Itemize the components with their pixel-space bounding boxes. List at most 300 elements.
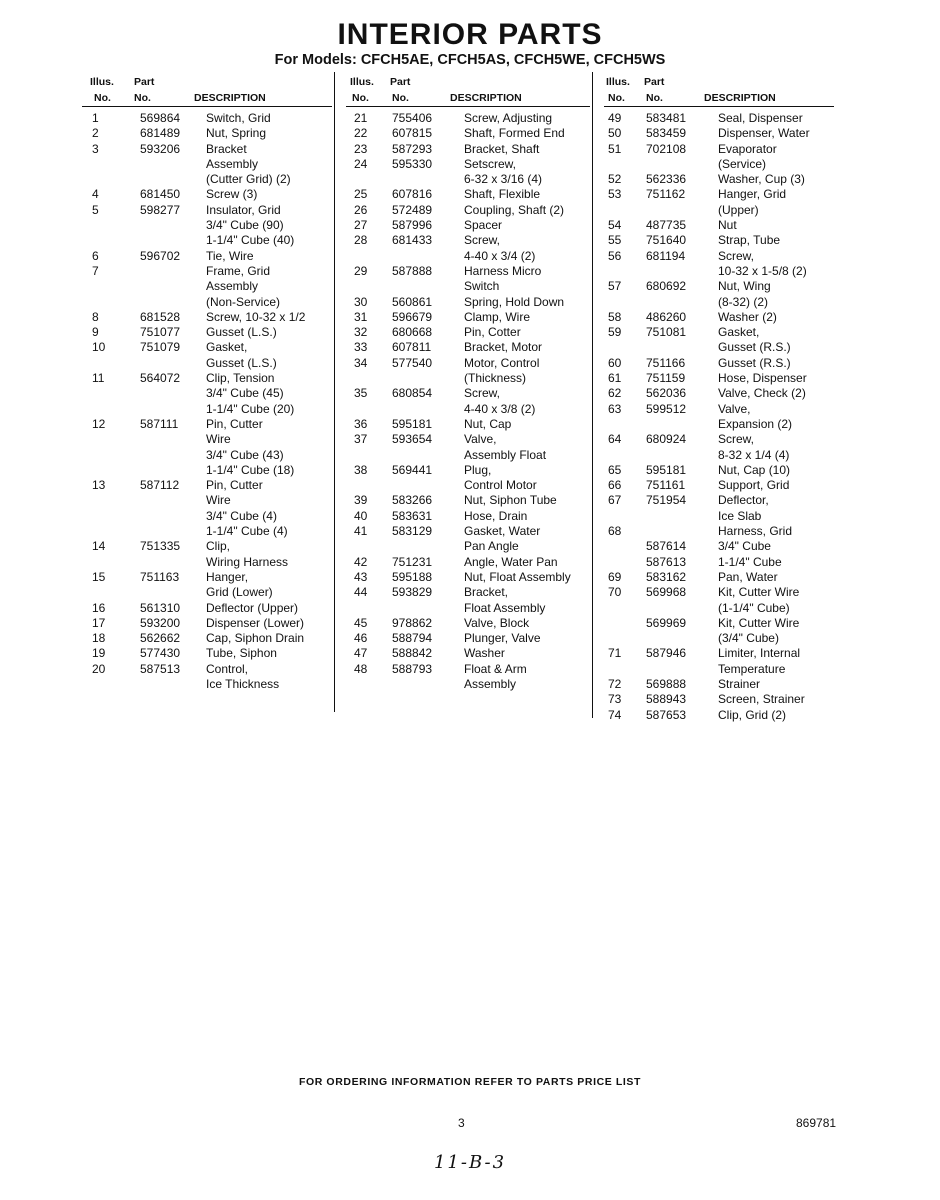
part-row — [604, 570, 834, 585]
illus-no: 5 — [92, 202, 99, 217]
part-row — [346, 142, 590, 157]
part-row — [346, 295, 590, 310]
part-no: 569864 — [140, 111, 181, 125]
part-no: 587613 — [646, 554, 687, 569]
part-row — [604, 356, 834, 371]
description: Valve, Check (2) — [718, 386, 806, 401]
column-header — [346, 72, 590, 107]
illus-no: 53 — [608, 187, 622, 202]
part-row — [604, 432, 834, 447]
part-row — [82, 356, 332, 371]
part-row — [82, 524, 332, 539]
description: Gusset (R.S.) — [718, 355, 791, 370]
part-no: 583129 — [392, 524, 433, 539]
description: Pin, Cutter — [206, 478, 263, 493]
description: Hose, Drain — [464, 508, 528, 523]
description: Float Assembly — [464, 600, 546, 615]
part-no: 587513 — [140, 661, 181, 676]
description: Shaft, Flexible — [464, 187, 541, 202]
illus-no: 14 — [92, 539, 106, 554]
illus-no: 20 — [92, 661, 106, 676]
illus-no: 48 — [354, 661, 368, 676]
illus-no: 10 — [92, 340, 106, 355]
parts-column-1 — [82, 72, 332, 692]
part-row — [604, 509, 834, 524]
part-no: 587293 — [392, 141, 433, 156]
description: (Non-Service) — [206, 294, 281, 309]
part-row — [604, 157, 834, 172]
part-no: 751159 — [646, 371, 686, 386]
description: Valve, — [464, 432, 497, 447]
column-divider — [334, 72, 335, 712]
part-no: 681450 — [140, 187, 181, 202]
part-no: 595181 — [646, 462, 687, 477]
part-no: 588842 — [392, 646, 433, 661]
part-no: 583631 — [392, 508, 433, 523]
part-no: 587614 — [646, 539, 687, 554]
illus-no: 44 — [354, 585, 368, 600]
part-no: 587112 — [140, 478, 180, 493]
illus-no: 24 — [354, 156, 368, 171]
part-row — [604, 463, 834, 478]
illus-no: 37 — [354, 432, 368, 447]
part-no: 751162 — [646, 187, 686, 202]
description: Gasket, Water — [464, 524, 541, 539]
part-header: Part — [134, 76, 155, 88]
description: 1-1/4" Cube (40) — [206, 233, 295, 248]
part-no: 598277 — [140, 202, 181, 217]
part-no: 702108 — [646, 141, 687, 156]
part-row — [82, 402, 332, 417]
description: (8-32) (2) — [718, 294, 769, 309]
part-row — [604, 631, 834, 646]
illus-no: 26 — [354, 202, 368, 217]
illus-no: 6 — [92, 248, 99, 263]
description: 4-40 x 3/8 (2) — [464, 401, 536, 416]
description: Washer, Cup (3) — [718, 172, 805, 187]
part-no-header: No. — [392, 92, 409, 104]
illus-no: 32 — [354, 325, 368, 340]
part-no: 593654 — [392, 432, 433, 447]
illus-no: 42 — [354, 554, 368, 569]
parts-rows — [604, 107, 834, 723]
description: Gusset (L.S.) — [206, 355, 277, 370]
description: Screw (3) — [206, 187, 258, 202]
part-no: 681433 — [392, 233, 433, 248]
description: Wiring Harness — [206, 554, 289, 569]
part-row — [82, 570, 332, 585]
illus-no: 13 — [92, 478, 106, 493]
part-row — [82, 386, 332, 401]
part-no: 583266 — [392, 493, 433, 508]
description: Nut — [718, 218, 737, 233]
part-no: 978862 — [392, 615, 433, 630]
illus-no: 12 — [92, 416, 106, 431]
part-no-header: No. — [134, 92, 151, 104]
description: Ice Slab — [718, 508, 762, 523]
description: 3/4" Cube — [718, 539, 771, 554]
description: Clamp, Wire — [464, 309, 531, 324]
illus-no: 29 — [354, 263, 368, 278]
part-row — [604, 126, 834, 141]
models-subtitle: For Models: CFCH5AE, CFCH5AS, CFCH5WE, CFCH5WS — [274, 52, 666, 68]
part-row — [82, 677, 332, 692]
part-no: 680692 — [646, 279, 687, 294]
part-row — [346, 524, 590, 539]
description: Frame, Grid — [206, 263, 271, 278]
illus-no: 56 — [608, 248, 622, 263]
parts-rows — [82, 107, 332, 692]
part-row — [346, 432, 590, 447]
illus-no: 16 — [92, 600, 106, 615]
illus-no-header: No. — [608, 92, 625, 104]
part-row — [346, 172, 590, 187]
part-no: 560861 — [392, 294, 433, 309]
illus-no: 30 — [354, 294, 368, 309]
part-row — [604, 539, 834, 554]
part-row — [82, 555, 332, 570]
part-row — [604, 203, 834, 218]
description: 3/4" Cube (43) — [206, 447, 284, 462]
description: Bracket, — [464, 585, 509, 600]
part-no: 569969 — [646, 615, 687, 630]
part-row — [346, 111, 590, 126]
illus-no: 11 — [92, 371, 105, 386]
part-row — [604, 417, 834, 432]
description: Washer (2) — [718, 309, 777, 324]
illus-no: 25 — [354, 187, 368, 202]
part-row — [346, 157, 590, 172]
illus-no: 1 — [92, 111, 99, 125]
description: 6-32 x 3/16 (4) — [464, 172, 543, 187]
part-no: 588794 — [392, 631, 433, 646]
part-row — [346, 203, 590, 218]
illus-no: 54 — [608, 218, 622, 233]
part-no: 751954 — [646, 493, 687, 508]
part-row — [604, 249, 834, 264]
description: Strainer — [718, 676, 761, 691]
part-row — [82, 432, 332, 447]
part-no: 680924 — [646, 432, 687, 447]
document-number: 869781 — [796, 1116, 837, 1130]
description: Plug, — [464, 462, 492, 477]
illus-no: 73 — [608, 692, 622, 707]
description: Setscrew, — [464, 156, 517, 171]
part-row — [82, 172, 332, 187]
part-row — [604, 601, 834, 616]
description: Insulator, Grid — [206, 202, 281, 217]
part-no: 583162 — [646, 569, 687, 584]
description: Screen, Strainer — [718, 692, 805, 707]
part-no: 751081 — [646, 325, 687, 340]
illus-no-header: No. — [352, 92, 369, 104]
part-row — [82, 126, 332, 141]
part-row — [604, 402, 834, 417]
part-row — [346, 677, 590, 692]
illus-no: 69 — [608, 569, 622, 584]
description: Clip, — [206, 539, 231, 554]
part-no: 751077 — [140, 325, 181, 340]
part-row — [346, 356, 590, 371]
part-row — [346, 570, 590, 585]
part-row — [346, 187, 590, 202]
part-no: 681194 — [646, 248, 686, 263]
description: Spring, Hold Down — [464, 294, 565, 309]
part-row — [604, 218, 834, 233]
illus-no: 27 — [354, 218, 368, 233]
part-row — [604, 448, 834, 463]
description: Bracket, Motor — [464, 340, 543, 355]
part-row — [346, 249, 590, 264]
description: 1-1/4" Cube (4) — [206, 524, 288, 539]
description: Spacer — [464, 218, 503, 233]
illus-no: 64 — [608, 432, 622, 447]
description: 8-32 x 1/4 (4) — [718, 447, 790, 462]
description: Motor, Control — [464, 355, 540, 370]
description: Bracket — [206, 141, 247, 156]
illus-no: 65 — [608, 462, 622, 477]
part-no-header: No. — [646, 92, 663, 104]
part-no: 593206 — [140, 141, 181, 156]
description: Nut, Spring — [206, 126, 267, 141]
part-row — [82, 463, 332, 478]
part-row — [82, 325, 332, 340]
description: Screw, Adjusting — [464, 111, 553, 125]
part-no: 587888 — [392, 263, 433, 278]
part-row — [346, 371, 590, 386]
part-no: 593829 — [392, 585, 433, 600]
illus-no: 62 — [608, 386, 622, 401]
part-row — [346, 126, 590, 141]
part-no: 587996 — [392, 218, 433, 233]
description: Temperature — [718, 661, 786, 676]
part-no: 681528 — [140, 309, 181, 324]
description: Nut, Float Assembly — [464, 569, 571, 584]
part-row — [82, 601, 332, 616]
illus-no: 31 — [354, 309, 368, 324]
description: Washer — [464, 646, 505, 661]
description: 3/4" Cube (4) — [206, 508, 277, 523]
part-header: Part — [644, 76, 665, 88]
illus-header: Illus. — [350, 76, 374, 88]
description: Wire — [206, 493, 231, 508]
description: Switch — [464, 279, 500, 294]
illus-no: 46 — [354, 631, 368, 646]
illus-no: 49 — [608, 111, 622, 125]
description: Gusset (L.S.) — [206, 325, 277, 340]
description: Screw, — [464, 386, 501, 401]
description: Limiter, Internal — [718, 646, 801, 661]
description: Pin, Cutter — [206, 416, 263, 431]
column-header — [82, 72, 332, 107]
part-row — [604, 264, 834, 279]
description: Screw, — [718, 432, 755, 447]
part-no: 595181 — [392, 416, 433, 431]
part-row — [346, 386, 590, 401]
description: Support, Grid — [718, 478, 790, 493]
part-row — [82, 157, 332, 172]
part-row — [604, 616, 834, 631]
illus-no: 3 — [92, 141, 99, 156]
parts-column-3 — [604, 72, 834, 723]
description: 3/4" Cube (45) — [206, 386, 284, 401]
part-row — [604, 662, 834, 677]
part-row — [604, 478, 834, 493]
description: Shaft, Formed End — [464, 126, 565, 141]
part-row — [604, 646, 834, 661]
illus-no: 15 — [92, 569, 106, 584]
part-row — [346, 463, 590, 478]
part-no: 562036 — [646, 386, 687, 401]
part-no: 487735 — [646, 218, 687, 233]
description: Gasket, — [206, 340, 248, 355]
part-no: 587946 — [646, 646, 687, 661]
part-no: 562336 — [646, 172, 687, 187]
illus-no: 23 — [354, 141, 368, 156]
description: 4-40 x 3/4 (2) — [464, 248, 536, 263]
part-row — [82, 448, 332, 463]
part-no: 588943 — [646, 692, 687, 707]
ordering-info-note: FOR ORDERING INFORMATION REFER TO PARTS PRICE LIST — [298, 1076, 642, 1088]
description: Assembly — [206, 156, 259, 171]
part-row — [604, 585, 834, 600]
part-no: 583459 — [646, 126, 687, 141]
part-no: 607816 — [392, 187, 433, 202]
description: Valve, — [718, 401, 751, 416]
illus-no: 19 — [92, 646, 106, 661]
illus-no: 22 — [354, 126, 368, 141]
part-no: 588793 — [392, 661, 433, 676]
part-row — [604, 493, 834, 508]
description: Coupling, Shaft (2) — [464, 202, 565, 217]
description: Nut, Cap (10) — [718, 462, 791, 477]
illus-no: 7 — [92, 263, 99, 278]
part-no: 599512 — [646, 401, 687, 416]
description: Pan Angle — [464, 539, 519, 554]
part-row — [604, 279, 834, 294]
part-row — [82, 539, 332, 554]
description: (Upper) — [718, 202, 759, 217]
description: Float & Arm — [464, 661, 527, 676]
illus-no: 39 — [354, 493, 368, 508]
part-row — [346, 340, 590, 355]
description: (3/4" Cube) — [718, 631, 779, 646]
part-row — [82, 264, 332, 279]
illus-no: 67 — [608, 493, 622, 508]
part-no: 577540 — [392, 355, 433, 370]
part-no: 607811 — [392, 340, 432, 355]
part-row — [346, 233, 590, 248]
part-no: 572489 — [392, 202, 433, 217]
description: Assembly Float — [464, 447, 547, 462]
description: (1-1/4" Cube) — [718, 600, 790, 615]
illus-no: 36 — [354, 416, 368, 431]
part-no: 587111 — [140, 416, 179, 431]
column-divider — [592, 72, 593, 718]
part-row — [604, 708, 834, 723]
description: Nut, Wing — [718, 279, 771, 294]
part-row — [604, 142, 834, 157]
illus-no: 63 — [608, 401, 622, 416]
illus-no: 58 — [608, 309, 622, 324]
description: Dispenser, Water — [718, 126, 810, 141]
part-no: 681489 — [140, 126, 181, 141]
part-row — [604, 111, 834, 126]
part-row — [604, 295, 834, 310]
description: 1-1/4" Cube (18) — [206, 462, 295, 477]
illus-no: 4 — [92, 187, 99, 202]
part-no: 569968 — [646, 585, 687, 600]
part-row — [82, 340, 332, 355]
page-title: INTERIOR PARTS — [337, 18, 603, 51]
description: 1-1/4" Cube — [718, 554, 782, 569]
part-row — [82, 142, 332, 157]
part-row — [82, 493, 332, 508]
description-header: DESCRIPTION — [704, 92, 776, 104]
part-row — [604, 692, 834, 707]
illus-no: 33 — [354, 340, 368, 355]
description: Harness, Grid — [718, 524, 793, 539]
description: Cap, Siphon Drain — [206, 631, 305, 646]
part-no: 680854 — [392, 386, 433, 401]
illus-no: 18 — [92, 631, 106, 646]
part-row — [346, 325, 590, 340]
illus-no: 66 — [608, 478, 622, 493]
part-row — [346, 478, 590, 493]
illus-no: 47 — [354, 646, 368, 661]
page-number: 3 — [458, 1116, 465, 1130]
part-no: 751231 — [392, 554, 433, 569]
description: Seal, Dispenser — [718, 111, 803, 125]
part-no: 751079 — [140, 340, 181, 355]
description: 10-32 x 1-5/8 (2) — [718, 263, 807, 278]
part-row — [346, 662, 590, 677]
part-header: Part — [390, 76, 411, 88]
description-header: DESCRIPTION — [194, 92, 266, 104]
description: Tie, Wire — [206, 248, 254, 263]
part-no: 607815 — [392, 126, 433, 141]
description: Control, — [206, 661, 249, 676]
illus-no: 9 — [92, 325, 99, 340]
part-no: 751161 — [646, 478, 686, 493]
part-row — [604, 233, 834, 248]
description: Angle, Water Pan — [464, 554, 558, 569]
part-no: 595188 — [392, 569, 433, 584]
description: Grid (Lower) — [206, 585, 273, 600]
description: Clip, Grid (2) — [718, 707, 787, 722]
part-row — [604, 187, 834, 202]
illus-header: Illus. — [90, 76, 114, 88]
part-row — [82, 646, 332, 661]
part-no: 596679 — [392, 309, 433, 324]
handwritten-note: 11-B-3 — [433, 1152, 507, 1173]
part-no: 751335 — [140, 539, 181, 554]
description: Gusset (R.S.) — [718, 340, 791, 355]
description: (Service) — [718, 156, 767, 171]
description: Strap, Tube — [718, 233, 781, 248]
description: (Cutter Grid) (2) — [206, 172, 291, 187]
description: Screw, — [718, 248, 755, 263]
part-row — [346, 616, 590, 631]
description: Nut, Cap — [464, 416, 512, 431]
part-row — [346, 402, 590, 417]
description: Control Motor — [464, 478, 537, 493]
part-row — [346, 585, 590, 600]
description-header: DESCRIPTION — [450, 92, 522, 104]
part-row — [346, 493, 590, 508]
parts-column-2 — [346, 72, 590, 692]
part-row — [82, 631, 332, 646]
